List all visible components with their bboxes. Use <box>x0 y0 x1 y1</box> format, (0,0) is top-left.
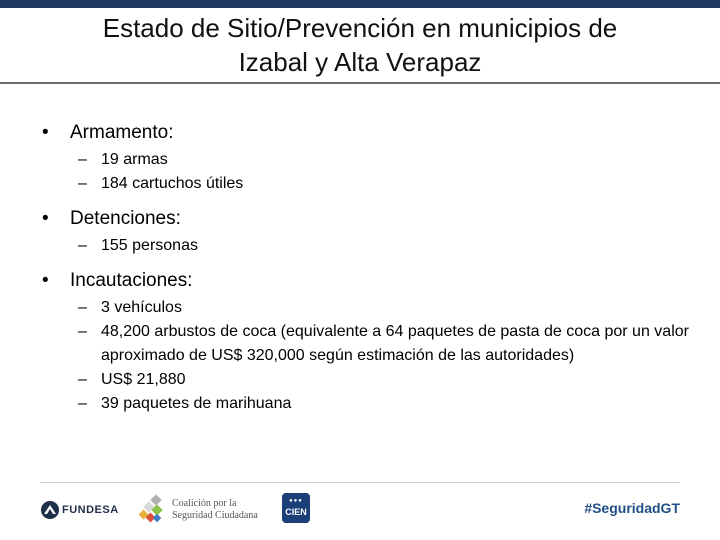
sub-item <box>40 234 690 258</box>
fundesa-mark-icon <box>40 500 60 520</box>
cien-dots-icon: ●●● <box>289 498 303 504</box>
dash-glyph: – <box>78 237 87 254</box>
sub-item <box>40 320 690 368</box>
title-divider <box>0 82 720 84</box>
bullet-dot: • <box>42 208 49 229</box>
slide-content <box>40 120 690 426</box>
dash-glyph: – <box>78 323 87 340</box>
dash-glyph: – <box>78 395 87 412</box>
sub-item-text: 39 paquetes de marihuana <box>101 395 292 412</box>
bullet-armamento <box>40 120 690 146</box>
sub-item-text: 3 vehículos <box>101 299 182 316</box>
sub-list-armamento <box>40 148 690 196</box>
bullet-heading: Incautaciones: <box>70 270 193 291</box>
slide-title <box>0 8 720 82</box>
coalicion-logo <box>136 494 258 526</box>
cien-logo <box>282 493 310 523</box>
sub-item <box>40 368 690 392</box>
bullet-dot: • <box>42 122 49 143</box>
sub-item-text: 48,200 arbustos de coca (equivalente a 64 paquetes de pasta de coca por un valor aproximado de US$ 320,000 según estimación de las autoridades) <box>101 323 689 364</box>
bullet-incautaciones <box>40 268 690 294</box>
sub-list-incautaciones <box>40 296 690 416</box>
bullet-detenciones <box>40 206 690 232</box>
sub-item-text: 19 armas <box>101 151 168 168</box>
sub-item-text: US$ 21,880 <box>101 371 186 388</box>
bullet-dot: • <box>42 270 49 291</box>
cien-label: CIEN <box>285 507 307 517</box>
fundesa-label: FUNDESA <box>62 504 119 516</box>
top-accent-strip <box>0 0 720 8</box>
sub-item <box>40 392 690 416</box>
bullet-heading: Detenciones: <box>70 208 181 229</box>
dash-glyph: – <box>78 299 87 316</box>
sub-item <box>40 172 690 196</box>
sub-item <box>40 296 690 320</box>
footer-divider <box>40 482 680 483</box>
hashtag-label: #SeguridadGT <box>584 500 680 516</box>
slide-title-line-1: Estado de Sitio/Prevención en municipios de <box>102 13 618 43</box>
fundesa-logo <box>40 499 119 521</box>
sub-item <box>40 148 690 172</box>
coalicion-line-2: Seguridad Ciudadana <box>172 510 258 521</box>
sub-item-text: 155 personas <box>101 237 198 254</box>
dash-glyph: – <box>78 151 87 168</box>
coalicion-mark-icon <box>136 494 168 526</box>
dash-glyph: – <box>78 175 87 192</box>
dash-glyph: – <box>78 371 87 388</box>
sub-item-text: 184 cartuchos útiles <box>101 175 244 192</box>
slide-title-line-2: Izabal y Alta Verapaz <box>238 47 482 77</box>
sub-list-detenciones <box>40 234 690 258</box>
bullet-heading: Armamento: <box>70 122 174 143</box>
coalicion-line-1: Coalición por la <box>172 498 237 509</box>
